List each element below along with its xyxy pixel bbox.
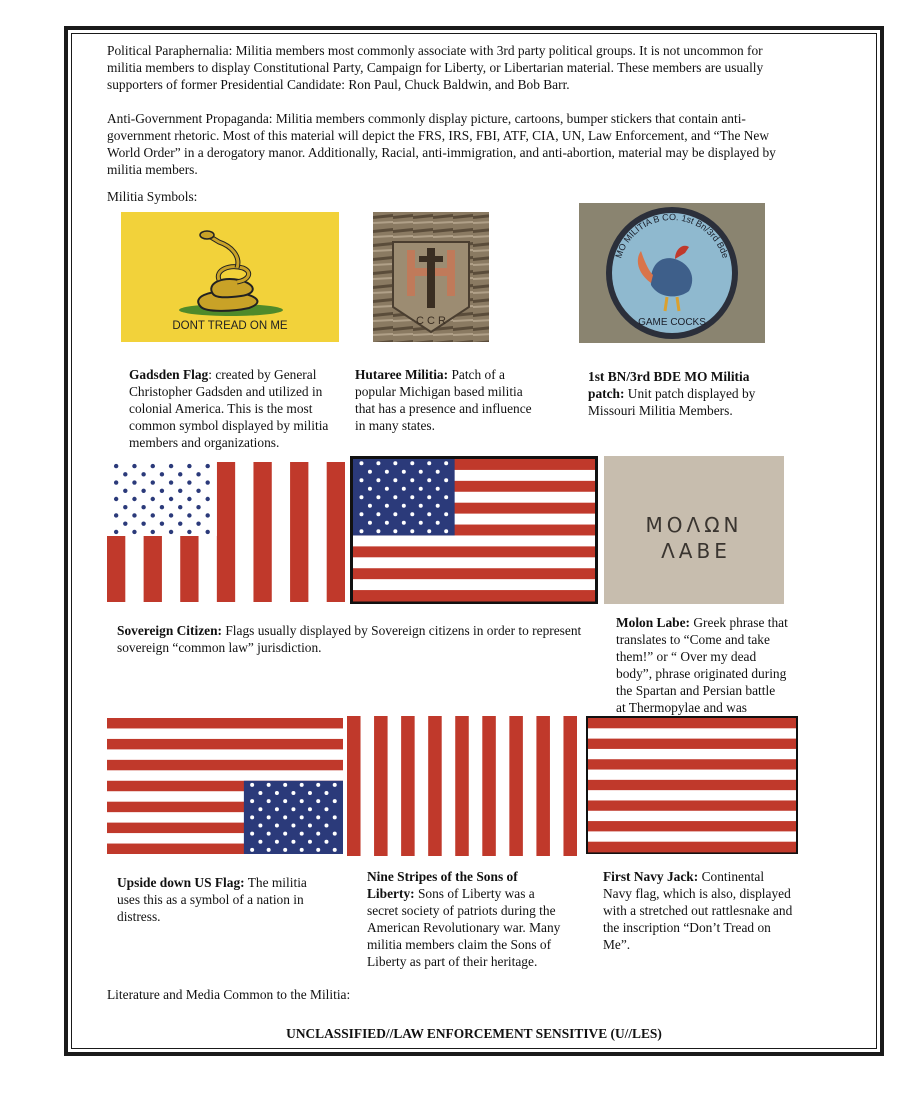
caption-mo-patch-title: 1st BN/3rd BDE MO Militia patch:	[588, 369, 750, 401]
militia-symbols-heading: Militia Symbols:	[107, 189, 198, 204]
flag-stripe	[347, 716, 361, 856]
molon-labe-line2: ΛΑΒΕ	[661, 539, 731, 563]
literature-heading: Literature and Media Common to the Militia:	[107, 987, 351, 1002]
caption-hutaree-body: Patch of a popular Michigan based militia that has a presence and influence in many states.	[355, 367, 532, 433]
caption-upside-down	[117, 874, 317, 925]
flag-stripe	[353, 557, 595, 568]
flag-stripe	[107, 739, 343, 750]
flag-stripe	[353, 535, 595, 546]
flag-stripe	[588, 790, 796, 801]
flag-stripe	[588, 718, 796, 729]
caption-navy-jack	[603, 868, 793, 953]
flag-stripe	[588, 728, 796, 739]
upside-down-us-flag-image	[107, 718, 343, 854]
caption-molon-body: Greek phrase that translates to “Come and take them!” or “ Over my dead body”, phrase originated during the Spartan and Persian battle at Thermopylae and was	[616, 615, 788, 715]
caption-nine-title: Nine Stripes of the Sons of Liberty:	[367, 869, 518, 901]
caption-molon-title: Molon Labe:	[616, 615, 691, 630]
anti-government-paragraph: Anti-Government Propaganda: Militia members commonly display picture, cartoons, bumper stickers that contain anti-government rhetoric. Most of this material will depict the FRS, IRS, FBI, ATF, CIA, UN, Law Enforcement, and “The New World Order” in a derogatory manor. Additionally, Racial, anti-immigration, and anti-abortion, material may be displayed by militia members.	[107, 111, 776, 177]
caption-sovereign-title: Sovereign Citizen:	[117, 623, 222, 638]
flag-stripe	[588, 831, 796, 842]
political-paraphernalia-paragraph: Political Paraphernalia: Militia members most commonly associate with 3rd party political groups. It is not uncommon for militia members to display Constitutional Party, Campaign for Liberty, or Libertarian material. These members are usually supporters of former Presidential Candidate: Ron Paul, Chuck Baldwin, and Bob Barr.	[107, 43, 764, 92]
gadsden-flag-image	[121, 212, 339, 342]
flag-stripe	[107, 728, 343, 739]
flag-stripe	[588, 800, 796, 811]
flag-stripe	[353, 579, 595, 590]
flag-stripe	[327, 462, 345, 602]
patch-bottom-text: GAME COCKS	[638, 317, 706, 328]
flag-stripe	[107, 718, 343, 729]
flag-stripe	[588, 821, 796, 832]
molon-labe-line1: ΜΟΛΩΝ	[645, 513, 743, 537]
flag-stripe	[107, 770, 343, 781]
caption-gadsden-title: Gadsden Flag	[129, 367, 209, 382]
flag-stripe	[107, 760, 343, 771]
sovereign-citizen-flag-image	[107, 462, 345, 602]
caption-nine-stripes	[367, 868, 563, 970]
caption-sovereign	[117, 622, 587, 656]
caption-gadsden-body: : created by General Christopher Gadsden and utilized in colonial America. This is the most common symbol displayed by militia members and organizations.	[129, 367, 329, 450]
caption-mo-patch-body: Unit patch displayed by Missouri Militia Members.	[588, 386, 756, 418]
flag-stripe	[455, 716, 469, 856]
flag-stripe	[588, 780, 796, 791]
flag-stripe	[536, 716, 550, 856]
flag-stripe	[588, 739, 796, 750]
flag-stripe	[290, 462, 308, 602]
flag-stripe	[353, 590, 595, 601]
flag-stripe	[509, 716, 523, 856]
caption-navy-body: Continental Navy flag, which is also, displayed with a stretched out rattlesnake and the inscription “Don’t Tread on Me”.	[603, 869, 793, 952]
flag-stripe	[588, 759, 796, 770]
caption-nine-body: Sons of Liberty was a secret society of patriots during the American Revolutionary war. Many militia members claim the Sons of Liberty as part of their heritage.	[367, 886, 561, 969]
flag-stripe	[588, 811, 796, 822]
caption-gadsden	[129, 366, 329, 451]
flag-stripe	[563, 716, 577, 856]
flag-stripe	[401, 716, 415, 856]
caption-mo-patch	[588, 368, 788, 419]
mo-militia-patch-image	[579, 203, 765, 343]
first-navy-jack-image	[586, 716, 798, 854]
caption-navy-title: First Navy Jack:	[603, 869, 699, 884]
classification-footer: UNCLASSIFIED//LAW ENFORCEMENT SENSITIVE (U//LES)	[286, 1026, 662, 1041]
flag-stripe	[217, 462, 235, 602]
gadsden-flag-text: DONT TREAD ON ME	[172, 320, 288, 332]
flag-stripe	[588, 842, 796, 853]
flag-stripe	[353, 546, 595, 557]
flag-stripe	[482, 716, 496, 856]
flag-stripe	[588, 749, 796, 760]
nine-stripes-flag-image	[347, 716, 577, 856]
flag-stripe	[428, 716, 442, 856]
patch-ring-text: MO MILITIA B CO. 1st Bn/3rd Bde	[613, 211, 731, 260]
flag-stripe	[253, 462, 271, 602]
us-flag-bordered-image	[350, 456, 598, 604]
flag-stripe	[588, 770, 796, 781]
caption-upside-title: Upside down US Flag:	[117, 875, 245, 890]
caption-hutaree	[355, 366, 545, 434]
caption-upside-body: The militia uses this as a symbol of a nation in distress.	[117, 875, 307, 924]
molon-labe-image	[604, 456, 784, 604]
caption-sovereign-body: Flags usually displayed by Sovereign citizens in order to represent sovereign “common law” jurisdiction.	[117, 623, 582, 655]
caption-hutaree-title: Hutaree Militia:	[355, 367, 449, 382]
flag-stripe	[353, 568, 595, 579]
flag-stripe	[107, 749, 343, 760]
hutaree-patch-letters: C C R	[416, 315, 446, 327]
hutaree-patch-image	[373, 212, 489, 342]
flag-stripe	[374, 716, 388, 856]
